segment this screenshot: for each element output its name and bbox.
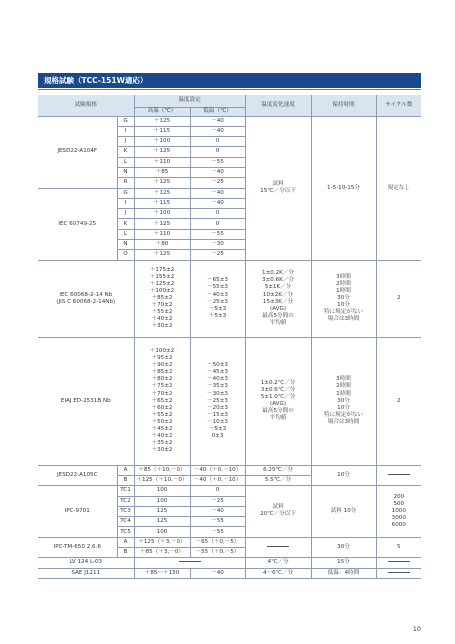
low-temp-cell: －25	[190, 496, 245, 506]
condition-code: I	[117, 198, 134, 208]
low-temp-cell: －40	[190, 116, 245, 126]
rate-cell: 試料 20℃／分以下	[245, 486, 311, 537]
dash-mark	[267, 546, 289, 547]
condition-code: TC4	[117, 517, 134, 527]
high-temp-cell: ＋125	[134, 250, 190, 260]
low-temp-cell: －40	[190, 126, 245, 136]
condition-code: L	[117, 229, 134, 239]
condition-code: TC5	[117, 527, 134, 537]
low-temp-cell: 0	[190, 219, 245, 229]
condition-code: G	[117, 116, 134, 126]
page-number: 10	[412, 625, 421, 633]
low-temp-cell: －25	[190, 178, 245, 188]
hold-cell: 3時間 2時間 1時間 30分 10分 特に規定がない 場合は3時間	[311, 337, 376, 465]
high-temp-cell: ＋125	[134, 188, 190, 198]
high-temp-cell: ＋125	[134, 219, 190, 229]
high-temp-cell: ＋125（＋3,－0）	[134, 537, 190, 547]
low-temp-cell: －40	[190, 568, 245, 578]
cycles-cell: 2	[376, 337, 421, 465]
high-temp-cell: ＋80	[134, 240, 190, 250]
high-temp-cell: ＋110	[134, 157, 190, 167]
standard-name: SAE J1211	[38, 568, 134, 578]
high-temp-cell: ＋100	[134, 209, 190, 219]
header-standard: 試験規格	[38, 95, 134, 116]
low-temp-cell: 0	[190, 137, 245, 147]
low-temp-cell: －25	[190, 250, 245, 260]
high-temp-cell: 125	[134, 517, 190, 527]
hold-cell: 10分	[311, 465, 376, 486]
standard-name: IPC-TM-650 2.6.6	[38, 537, 117, 558]
high-temp-cell: ＋125（＋10,－0）	[134, 475, 190, 485]
hold-cell: 試料 10分	[311, 486, 376, 537]
condition-code: L	[117, 157, 134, 167]
low-temp-cell: －30	[190, 240, 245, 250]
low-temp-cell: －55	[190, 229, 245, 239]
low-temp-cell: －40（＋0,－10）	[190, 475, 245, 485]
high-temp-cell: ＋85	[134, 167, 190, 177]
high-temp-cell: ＋85～＋150	[134, 568, 190, 578]
rate-cell: 試料 15℃／分以下	[245, 116, 311, 260]
condition-code: A	[117, 537, 134, 547]
condition-code: B	[117, 475, 134, 485]
low-temp-cell: －55	[190, 527, 245, 537]
high-temp-cell: ＋175±2 ＋155±2 ＋125±2 ＋100±2 ＋85±2 ＋70±2 ＋55±2 ＋40±2 ＋30±2	[134, 260, 190, 337]
hold-cell: 30分	[311, 537, 376, 558]
rate-cell: 1±0.2℃／分 3±0.6℃／分 5±1.0℃／分 (AVG) 最高5分間の 平均値	[245, 337, 311, 465]
rate-cell: 5.5℃／分	[245, 475, 311, 485]
high-temp-cell: ＋125	[134, 147, 190, 157]
high-temp-cell: ＋100	[134, 137, 190, 147]
condition-code: O	[117, 250, 134, 260]
hold-cell: 15分	[311, 558, 376, 568]
standard-name: LV 124 L-03	[38, 558, 134, 568]
cycles-cell	[376, 558, 421, 568]
hold-cell: 低温：4時間	[311, 568, 376, 578]
standard-name: JESD22-A105C	[38, 465, 117, 486]
high-temp-cell: ＋85（＋10,－0）	[134, 465, 190, 475]
high-temp-cell: ＋115	[134, 126, 190, 136]
low-temp-cell: －40（＋0,－10）	[190, 465, 245, 475]
condition-code: N	[117, 167, 134, 177]
condition-code: J	[117, 137, 134, 147]
standard-name: EIAJ ED-2531B Nb	[38, 337, 134, 465]
condition-code: TC1	[117, 486, 134, 496]
hold-cell: 3時間 2時間 1時間 30分 10分 特に規定がない 場合は3時間	[311, 260, 376, 337]
cycles-cell	[376, 465, 421, 486]
low-temp-cell: 0	[190, 486, 245, 496]
cycles-cell: 規定なし	[376, 116, 421, 260]
low-temp-cell: －40	[190, 188, 245, 198]
low-temp-cell: 0	[190, 209, 245, 219]
condition-code: TC3	[117, 506, 134, 516]
low-temp-cell: －65±3 －55±3 －40±3 －25±3 －5±3 ＋5±3	[190, 260, 245, 337]
high-temp-cell: 100	[134, 496, 190, 506]
temp-cell	[134, 558, 245, 568]
dash-mark	[388, 572, 410, 573]
cycles-cell: 5	[376, 537, 421, 558]
high-temp-cell: ＋100±2 ＋95±2 ＋90±2 ＋85±2 ＋80±2 ＋75±2 ＋70±2 ＋65±2 ＋60±2 ＋55±2 ＋50±2 ＋45±2 ＋40±2 ＋35±2 ＋30±2	[134, 337, 190, 465]
condition-code: A	[117, 465, 134, 475]
header-low-temp: 低温（℃）	[190, 107, 245, 116]
header-high-temp: 高温（℃）	[134, 107, 190, 116]
condition-code: B	[117, 548, 134, 558]
low-temp-cell: －40	[190, 198, 245, 208]
section-title: 規格試験（TCC-151W適応）	[38, 73, 421, 88]
spec-table	[38, 95, 421, 579]
header-cycles: サイクル数	[376, 95, 421, 116]
standard-name: IEC 60068-2-14 Nb (JIS C 60068-2-14Nb)	[38, 260, 134, 337]
low-temp-cell: －55（＋0,－5）	[190, 548, 245, 558]
low-temp-cell: 0	[190, 147, 245, 157]
high-temp-cell: ＋115	[134, 198, 190, 208]
rate-cell: 4℃／分	[245, 558, 311, 568]
low-temp-cell: －40	[190, 506, 245, 516]
cycles-cell: 2	[376, 260, 421, 337]
condition-code: N	[117, 240, 134, 250]
low-temp-cell: －65（＋0,－5）	[190, 537, 245, 547]
low-temp-cell: －55	[190, 157, 245, 167]
high-temp-cell: 100	[134, 486, 190, 496]
standard-name: IPC-9701	[38, 486, 117, 537]
condition-code: K	[117, 147, 134, 157]
condition-code: J	[117, 209, 134, 219]
condition-code: K	[117, 219, 134, 229]
header-hold: 保持時間	[311, 95, 376, 116]
high-temp-cell: 100	[134, 527, 190, 537]
rate-cell: 6.25℃／分	[245, 465, 311, 475]
high-temp-cell: ＋125	[134, 116, 190, 126]
low-temp-cell: －55	[190, 517, 245, 527]
condition-code: R	[117, 178, 134, 188]
rate-cell: 4～6℃／分	[245, 568, 311, 578]
low-temp-cell: －40	[190, 167, 245, 177]
dash-mark	[179, 561, 201, 562]
standard-name: IEC 60749-25	[38, 188, 117, 260]
condition-code: I	[117, 126, 134, 136]
cycles-cell	[376, 568, 421, 578]
high-temp-cell: ＋85（＋3,－0）	[134, 548, 190, 558]
condition-code: TC2	[117, 496, 134, 506]
high-temp-cell: ＋125	[134, 178, 190, 188]
dash-mark	[388, 561, 410, 562]
low-temp-cell: －50±3 －45±3 －40±3 －35±3 －30±3 －25±3 －20±3 －15±3 －10±3 －5±3 0±3	[190, 337, 245, 465]
high-temp-cell: ＋110	[134, 229, 190, 239]
dash-mark	[388, 474, 410, 475]
condition-code: G	[117, 188, 134, 198]
rate-cell	[245, 537, 311, 558]
cycles-cell: 200 500 1000 3000 6000	[376, 486, 421, 537]
high-temp-cell: 125	[134, 506, 190, 516]
standard-name: JESD22-A104F	[38, 116, 117, 188]
rate-cell: 1±0.2K／分 3±0.6K／分 5±1K／分 10±2K／分 15±3K／分 (AVG) 最高5分間の 平均値	[245, 260, 311, 337]
header-rate: 温度変化速度	[245, 95, 311, 116]
hold-cell: 1-5-10-15分	[311, 116, 376, 260]
header-temp-setting: 温度設定	[134, 95, 245, 107]
